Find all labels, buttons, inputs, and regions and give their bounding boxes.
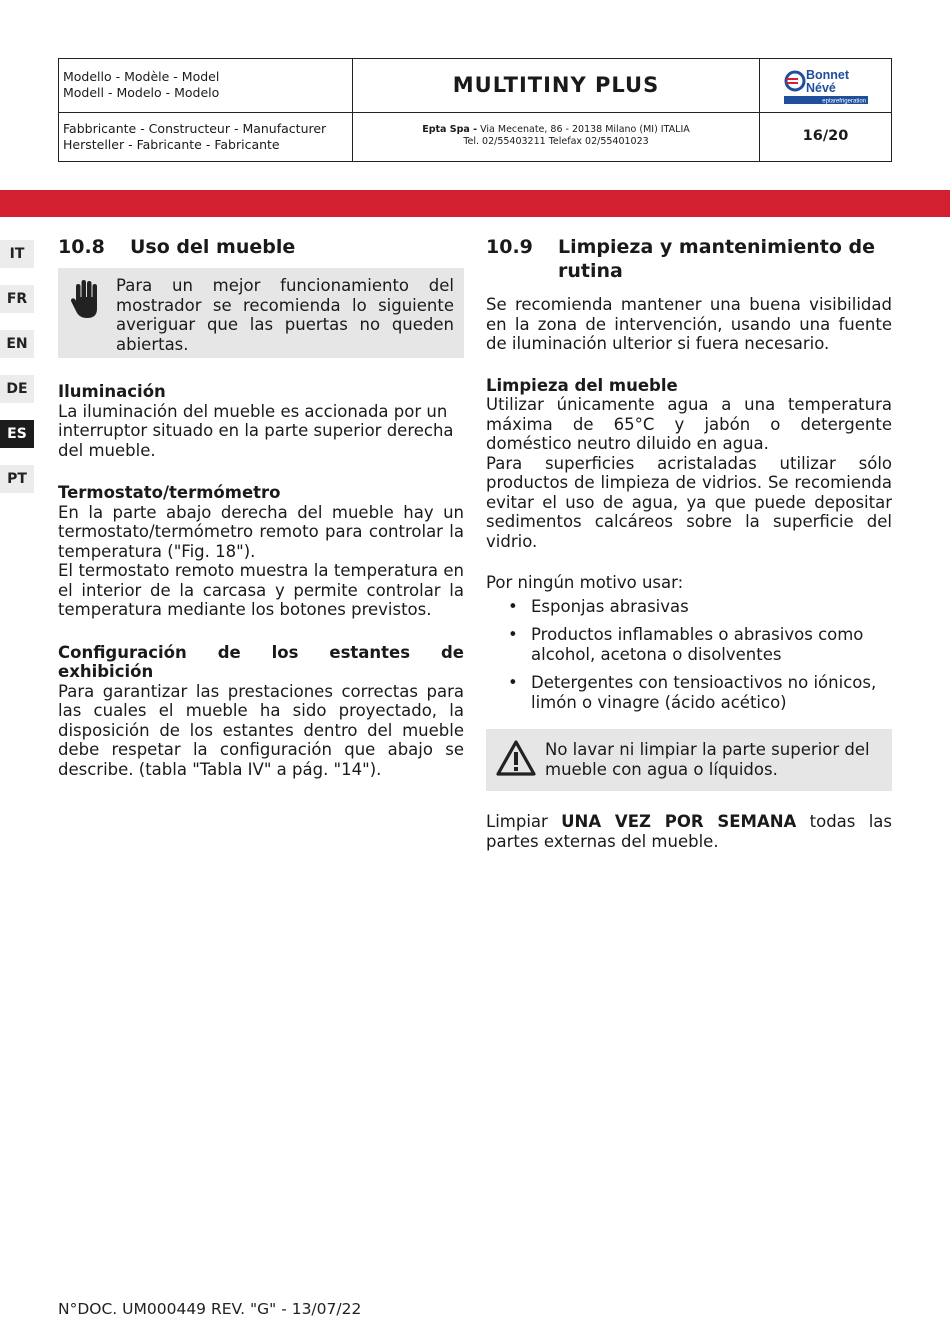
thermostat-heading: Termostato/termómetro: [58, 483, 281, 502]
thermostat-text-1: En la parte abajo derecha del mueble hay un termostato/termómetro remoto para controlar la temperatura ("Fig. 18").: [58, 502, 464, 561]
red-divider-bar: [0, 190, 950, 217]
list-item: • Esponjas abrasivas: [486, 597, 892, 617]
lang-tab-it[interactable]: IT: [0, 240, 34, 268]
thermostat-text-2: El termostato remoto muestra la temperatura en el interior de la carcasa y permite controlar la temperatura mediante los botones previstos.: [58, 561, 464, 619]
model-label: Modello - Modèle - Model Modell - Modelo - Modelo: [59, 59, 353, 112]
right-column: [486, 235, 892, 851]
illumination-text: La iluminación del mueble es accionada por un interruptor situado en la parte superior derecha del mueble.: [58, 401, 454, 460]
lang-tab-es[interactable]: ES: [0, 420, 34, 448]
svg-text:eptarefrigeration: eptarefrigeration: [822, 98, 866, 105]
usage-note: [58, 268, 464, 358]
bonnet-neve-logo: [784, 66, 868, 106]
shelf-config-text: Para garantizar las prestaciones correctas para las cuales el mueble ha sido proyectado, la disposición de los estantes dentro del mueble debe respetar la configuración que abajo se describe. (tabla "Tabla IV" a pág. "14").: [58, 681, 464, 779]
lang-tab-de[interactable]: DE: [0, 375, 34, 403]
section-10-9-heading: 10.9 Limpieza y mantenimiento de rutina: [486, 236, 876, 282]
warning-triangle-icon: [495, 739, 537, 777]
lang-tab-fr[interactable]: FR: [0, 285, 34, 313]
never-use-label: Por ningún motivo usar:: [486, 573, 684, 592]
document-number: N°DOC. UM000449 REV. "G" - 13/07/22: [58, 1300, 362, 1318]
cleaning-heading: Limpieza del mueble: [486, 375, 678, 395]
svg-text:Bonnet: Bonnet: [806, 68, 850, 82]
section-10-8-heading: 10.8 Uso del mueble: [58, 236, 296, 258]
header-table: [58, 58, 892, 162]
document-title: MULTITINY PLUS: [452, 73, 660, 97]
left-column: [58, 235, 464, 779]
warning-text: No lavar ni limpiar la parte superior del mueble con agua o líquidos.: [545, 740, 870, 779]
list-item: • Productos inflamables o abrasivos como alcohol, acetona o disolventes: [486, 625, 892, 664]
cleaning-intro: Se recomienda mantener una buena visibilidad en la zona de intervención, usando una fuente de iluminación ulterior si fuera necesario.: [486, 295, 892, 353]
cleaning-text-1: Utilizar únicamente agua a una temperatura máxima de 65°C y jabón o detergente doméstico neutro diluido en agua.: [486, 395, 892, 453]
svg-text:Névé: Névé: [806, 81, 836, 95]
lang-tab-en[interactable]: EN: [0, 330, 34, 358]
illumination-heading: Iluminación: [58, 382, 166, 401]
weekly-cleaning-text: Limpiar UNA VEZ POR SEMANA todas las partes externas del mueble.: [486, 812, 892, 851]
usage-note-text: Para un mejor funcionamiento del mostrador se recomienda lo siguiente averiguar que las puertas no queden abiertas.: [116, 276, 454, 354]
never-use-list: [486, 597, 892, 713]
shelf-config-heading: Configuración de los estantes de exhibición: [58, 642, 464, 681]
company-info: Epta Spa - Via Mecenate, 86 - 20138 Milano (MI) ITALIA Tel. 02/55403211 Telefax 02/55401023: [353, 112, 760, 161]
list-item: • Detergentes con tensioactivos no iónicos, limón o vinagre (ácido acético): [486, 673, 892, 712]
manufacturer-label: Fabbricante - Constructeur - Manufacturer Hersteller - Fabricante - Fabricante: [59, 112, 353, 161]
lang-tab-pt[interactable]: PT: [0, 465, 34, 493]
page-number: 16/20: [802, 128, 849, 144]
stop-hand-icon: [71, 279, 103, 319]
cleaning-text-2: Para superficies acristaladas utilizar sólo productos de limpieza de vidrios. Se recomienda evitar el uso de agua, ya que puede depositar sedimentos calcáreos sobre la superficie del vidrio.: [486, 453, 892, 551]
warning-note: [486, 729, 892, 791]
